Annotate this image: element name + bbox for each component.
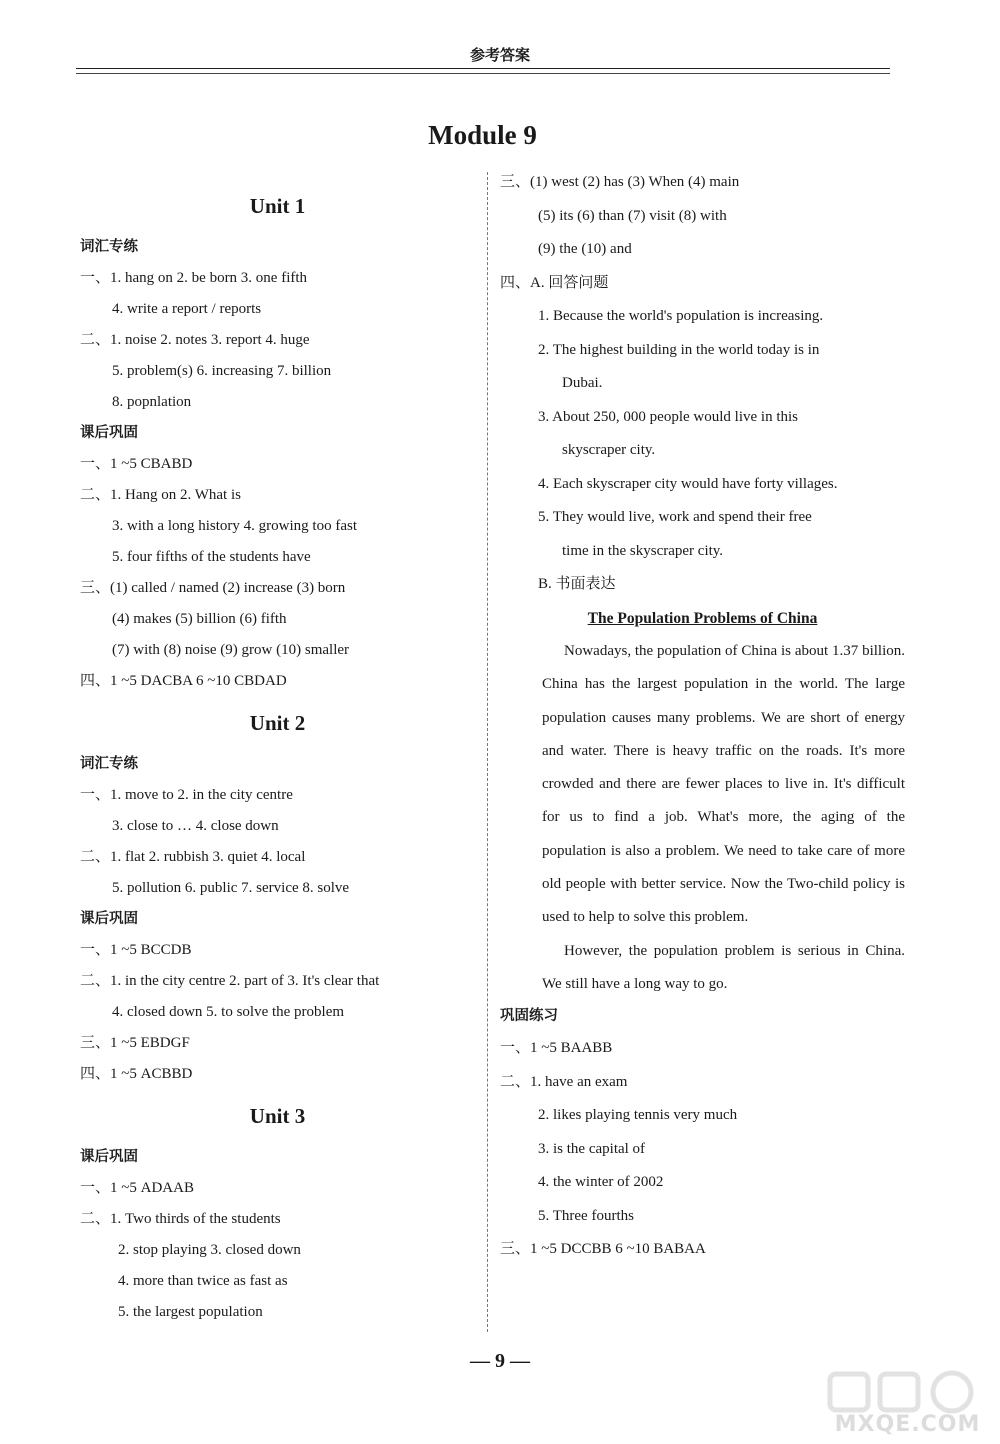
- answer-line: 一、1 ~5 ADAAB: [80, 1180, 194, 1196]
- answer-line: (7) with (8) noise (9) grow (10) smaller: [112, 642, 350, 658]
- watermark: [820, 1368, 995, 1438]
- answer-line: 三、1 ~5 DCCBB 6 ~10 BABAA: [500, 1241, 706, 1258]
- consolidation-answers: [500, 1001, 905, 1267]
- module-title: Module 9: [428, 120, 537, 150]
- answer-line: 一、1. move to 2. in the city centre: [80, 787, 293, 803]
- reading-answers: [500, 166, 905, 602]
- answer-line: 4. closed down 5. to solve the problem: [112, 1004, 345, 1020]
- answer-line: 二、1. have an exam: [500, 1073, 628, 1090]
- unit-title: Unit 1: [249, 194, 306, 218]
- answer-line: 4. the winter of 2002: [538, 1174, 664, 1191]
- essay-body: [500, 635, 905, 1001]
- answer-line: 5. Three fourths: [538, 1207, 634, 1224]
- answer-line: (4) makes (5) billion (6) fifth: [112, 611, 287, 627]
- answer-line: 一、1 ~5 CBABD: [80, 456, 193, 472]
- essay-paragraph: Nowadays, the population of China is about 1.37 billion. China has the largest population in the world. The large population causes many problems. We are short of energy and water. There is heavy traffic on the roads. It's more crowded and there are fewer places to live in. It's difficult for us to find a job. What's more, the aging of the population is also a problem. We need to take care of more old people with better service. Now the Two-child policy is used to help to solve this problem.: [542, 643, 905, 926]
- answer-line: 二、1. Two thirds of the students: [80, 1211, 281, 1227]
- answer-line: 二、1. Hang on 2. What is: [80, 487, 241, 503]
- answer-line: 3. with a long history 4. growing too fast: [112, 518, 357, 534]
- answer-line: 3. About 250, 000 people would live in this: [538, 408, 798, 425]
- section-heading: 词汇专练: [80, 239, 138, 255]
- answer-line: 3. is the capital of: [538, 1140, 646, 1157]
- unit-title: Unit 2: [249, 711, 306, 735]
- section-heading: 词汇专练: [80, 756, 138, 772]
- unit-title: Unit 3: [249, 1104, 306, 1128]
- answer-line: 5. They would live, work and spend their free: [538, 509, 812, 525]
- answer-line: 三、(1) west (2) has (3) When (4) main: [500, 174, 740, 190]
- answer-line: 三、1 ~5 EBDGF: [80, 1035, 190, 1051]
- watermark-logo-icon: [820, 1368, 995, 1414]
- column-divider: [487, 172, 488, 1332]
- section-heading: 课后巩固: [80, 425, 138, 441]
- answer-line: Dubai.: [562, 375, 603, 391]
- answer-line: B. 书面表达: [538, 576, 616, 592]
- answer-line: skyscraper city.: [562, 442, 656, 458]
- answer-line: 4. more than twice as fast as: [118, 1273, 288, 1289]
- header-rule-thin: [76, 73, 890, 74]
- answer-line: 5. pollution 6. public 7. service 8. solve: [112, 880, 350, 896]
- page-header: 参考答案: [469, 46, 530, 64]
- answer-line: 二、1. noise 2. notes 3. report 4. huge: [80, 332, 310, 348]
- answer-line: 二、1. flat 2. rubbish 3. quiet 4. local: [80, 849, 306, 865]
- answer-line: 一、1 ~5 BAABB: [500, 1040, 613, 1057]
- answer-line: 三、(1) called / named (2) increase (3) born: [80, 580, 346, 596]
- answer-line: 一、1 ~5 BCCDB: [80, 942, 192, 958]
- answer-line: 4. Each skyscraper city would have forty villages.: [538, 475, 838, 492]
- section-heading: 课后巩固: [80, 1149, 138, 1165]
- header-rule: [76, 68, 890, 69]
- page-number: — 9 —: [470, 1350, 530, 1372]
- answer-line: time in the skyscraper city.: [562, 542, 724, 559]
- answer-line: 2. The highest building in the world today is in: [538, 341, 820, 358]
- right-column: [500, 166, 905, 1267]
- left-column: [80, 180, 475, 1328]
- answer-line: 3. close to … 4. close down: [112, 818, 279, 834]
- answer-line: 1. Because the world's population is increasing.: [538, 308, 824, 324]
- answer-line: 二、1. in the city centre 2. part of 3. It's clear that: [80, 973, 380, 989]
- answer-line: 5. problem(s) 6. increasing 7. billion: [112, 363, 332, 379]
- answer-line: 5. the largest population: [118, 1304, 263, 1320]
- answer-line: 四、1 ~5 ACBBD: [80, 1066, 193, 1082]
- answer-line: 四、A. 回答问题: [500, 274, 609, 291]
- answer-line: 四、1 ~5 DACBA 6 ~10 CBDAD: [80, 673, 287, 689]
- answer-line: 一、1. hang on 2. be born 3. one fifth: [80, 270, 308, 286]
- essay-paragraph: However, the population problem is serious in China. We still have a long way to go.: [542, 942, 905, 992]
- answer-line: (9) the (10) and: [538, 241, 632, 257]
- answer-line: (5) its (6) than (7) visit (8) with: [538, 207, 727, 224]
- section-heading: 巩固练习: [500, 1008, 558, 1025]
- answer-line: 8. popnlation: [112, 394, 192, 410]
- watermark-text: MXQE.COM: [834, 1412, 981, 1437]
- answer-line: 4. write a report / reports: [112, 301, 262, 317]
- answer-line: 2. likes playing tennis very much: [538, 1107, 738, 1124]
- section-heading: 课后巩固: [80, 911, 138, 927]
- essay-title: The Population Problems of China: [587, 609, 818, 627]
- answer-line: 5. four fifths of the students have: [112, 549, 311, 565]
- answer-line: 2. stop playing 3. closed down: [118, 1242, 301, 1258]
